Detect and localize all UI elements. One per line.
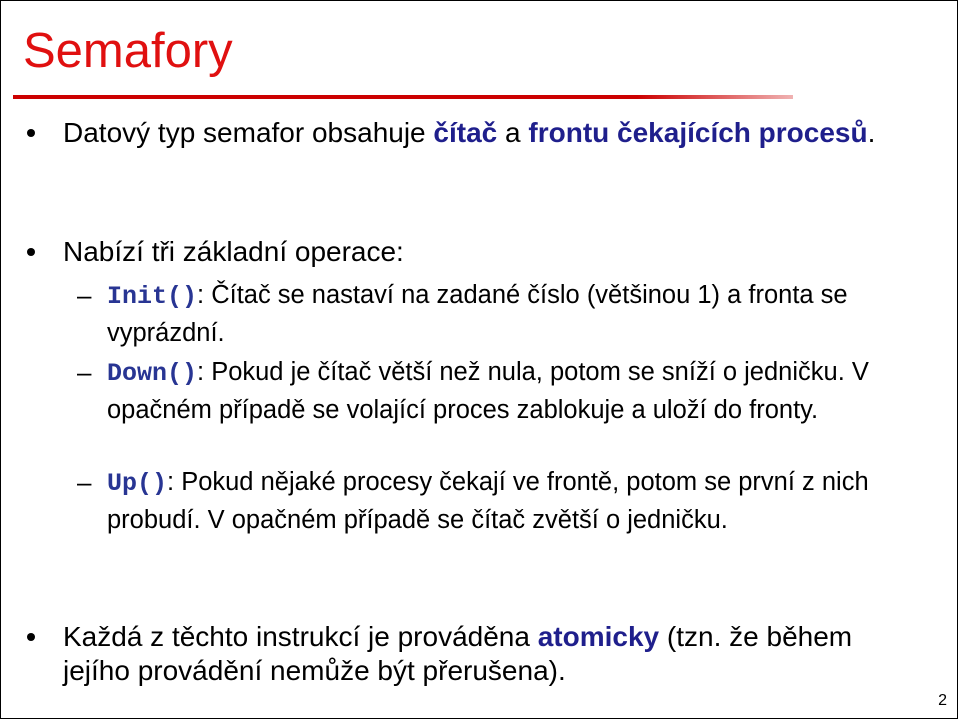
bullet-dot-icon <box>27 248 35 256</box>
sub-item-text <box>107 354 927 429</box>
sub-item-text <box>107 464 927 539</box>
separator: : <box>197 358 212 386</box>
dash-icon: – <box>77 280 92 310</box>
operation-name: Down() <box>107 359 198 388</box>
bullet-text <box>63 116 923 150</box>
bullet-text <box>63 620 923 688</box>
text-span: Každá z těchto instrukcí je prováděna <box>63 621 538 652</box>
separator: : <box>167 468 182 496</box>
slide-number: 2 <box>938 692 947 709</box>
text-span: . <box>867 117 876 148</box>
separator: : <box>197 281 212 309</box>
operation-description: Pokud je čítač větší než nula, potom se sníží o jedničku. V opačném případě se volající proces zablokuje a uloží do fronty. <box>107 358 869 424</box>
sub-item-text <box>107 277 927 352</box>
operation-name: Up() <box>107 469 168 498</box>
dash-icon: – <box>77 357 92 387</box>
highlight-atomicky: atomicky <box>537 621 660 652</box>
bullet-dot-icon <box>27 129 35 137</box>
dash-icon: – <box>77 467 92 497</box>
operation-name: Init() <box>107 282 198 311</box>
operation-description: Čítač se nastaví na zadané číslo (většinou 1) a fronta se vyprázdní. <box>107 281 848 347</box>
text-span: Datový typ semafor obsahuje <box>63 117 434 148</box>
slide-title: Semafory <box>23 24 233 78</box>
highlight-citac: čítač <box>433 117 498 148</box>
title-underline <box>13 95 793 99</box>
operation-description: Pokud nějaké procesy čekají ve frontě, potom se první z nich probudí. V opačném případě se čítač zvětší o jedničku. <box>107 468 869 534</box>
bullet-dot-icon <box>27 633 35 641</box>
bullet-text: Nabízí tři základní operace: <box>63 236 404 267</box>
highlight-fronta: frontu čekajících procesů <box>528 117 868 148</box>
text-span: (tzn. že během jejího provádění nemůže být přerušena). <box>63 621 853 686</box>
text-span: a <box>497 117 529 148</box>
